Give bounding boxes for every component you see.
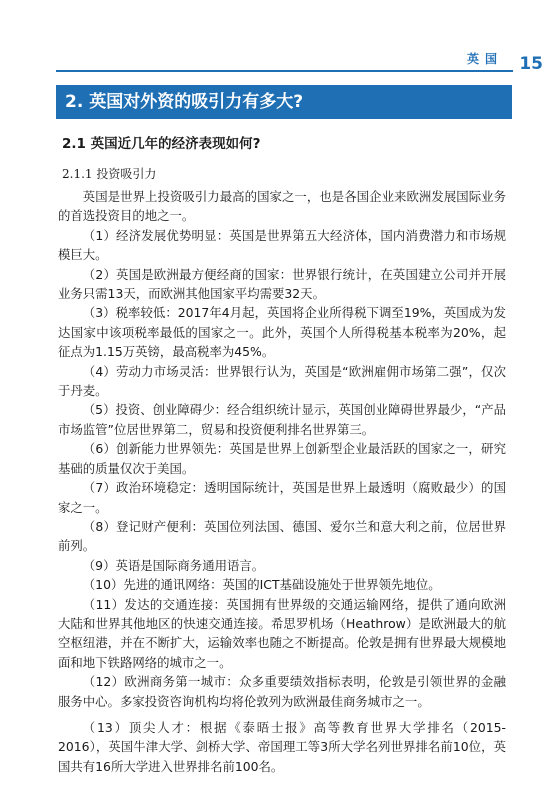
section-heading: 2.1 英国近几年的经济表现如何? <box>62 136 261 152</box>
subsection-heading: 2.1.1 投资吸引力 <box>62 167 157 181</box>
page-number: 15 <box>519 54 543 74</box>
paragraph-item-9: （9）英语是国际商务通用语言。 <box>82 557 265 573</box>
paragraph-item-12: （12）欧洲商务第一城市：众多重要绩效指标表明，伦敦是引领世界的金融服务中心。多家投资咨询机构均将伦敦列为欧洲最佳商务城市之一。 <box>58 674 506 709</box>
header-rule <box>56 70 513 72</box>
paragraph-item-8: （8）登记财产便利：英国位列法国、德国、爱尔兰和意大利之前，位居世界前列。 <box>58 518 506 554</box>
paragraph-item-11: （11）发达的交通连接：英国拥有世界级的交通运输网络，提供了通向欧洲大陆和世界其他地区的快速交通连接。希思罗机场（Heathrow）是欧洲最大的航空枢纽港，并在不断扩大，运输效率也随之不断提高。伦敦是拥有世界最大规模地面和地下铁路网络的城市之一。 <box>58 596 506 670</box>
paragraph-item-3: （3）税率较低：2017年4月起，英国将企业所得税下调至19%，英国成为发达国家中该项税率最低的国家之一。此外，英国个人所得税基本税率为20%，起征点为1.15万英镑，最高税率为45%。 <box>58 305 506 360</box>
paragraph-item-2: （2）英国是欧洲最方便经商的国家：世界银行统计，在英国建立公司并开展业务只需13天，而欧洲其他国家平均需要32天。 <box>58 266 506 302</box>
paragraph-item-13: （13）顶尖人才：根据《泰晤士报》高等教育世界大学排名（2015-2016），英国牛津大学、剑桥大学、帝国理工等3所大学名列世界排名前10位，英国共有16所大学进入世界排名前100名。 <box>58 719 506 774</box>
paragraph-item-10: （10）先进的通讯网络：英国的ICT基础设施处于世界领先地位。 <box>82 577 441 593</box>
body-text <box>58 187 506 776</box>
paragraph-item-7: （7）政治环境稳定：透明国际统计，英国是世界上最透明（腐败最少）的国家之一。 <box>58 480 506 515</box>
running-header <box>0 44 559 74</box>
chapter-title: 2. 英国对外资的吸引力有多大? <box>56 85 512 119</box>
paragraph-item-1: （1）经济发展优势明显：英国是世界第五大经济体，国内消费潜力和市场规模巨大。 <box>58 227 506 263</box>
paragraph-item-6: （6）创新能力世界领先：英国是世界上创新型企业最活跃的国家之一，研究基础的质量仅次于美国。 <box>58 441 506 476</box>
paragraph-item-5: （5）投资、创业障碍少：经合组织统计显示，英国创业障碍世界最少，“产品市场监管”位居世界第二，贸易和投资便利排名世界第三。 <box>58 402 506 437</box>
paragraph-item-4: （4）劳动力市场灵活：世界银行认为，英国是“欧洲雇佣市场第二强”，仅次于丹麦。 <box>58 363 506 399</box>
paragraph-intro: 英国是世界上投资吸引力最高的国家之一，也是各国企业来欧洲发展国际业务的首选投资目的地之一。 <box>58 189 506 224</box>
running-header-label: 英国 <box>466 52 503 66</box>
